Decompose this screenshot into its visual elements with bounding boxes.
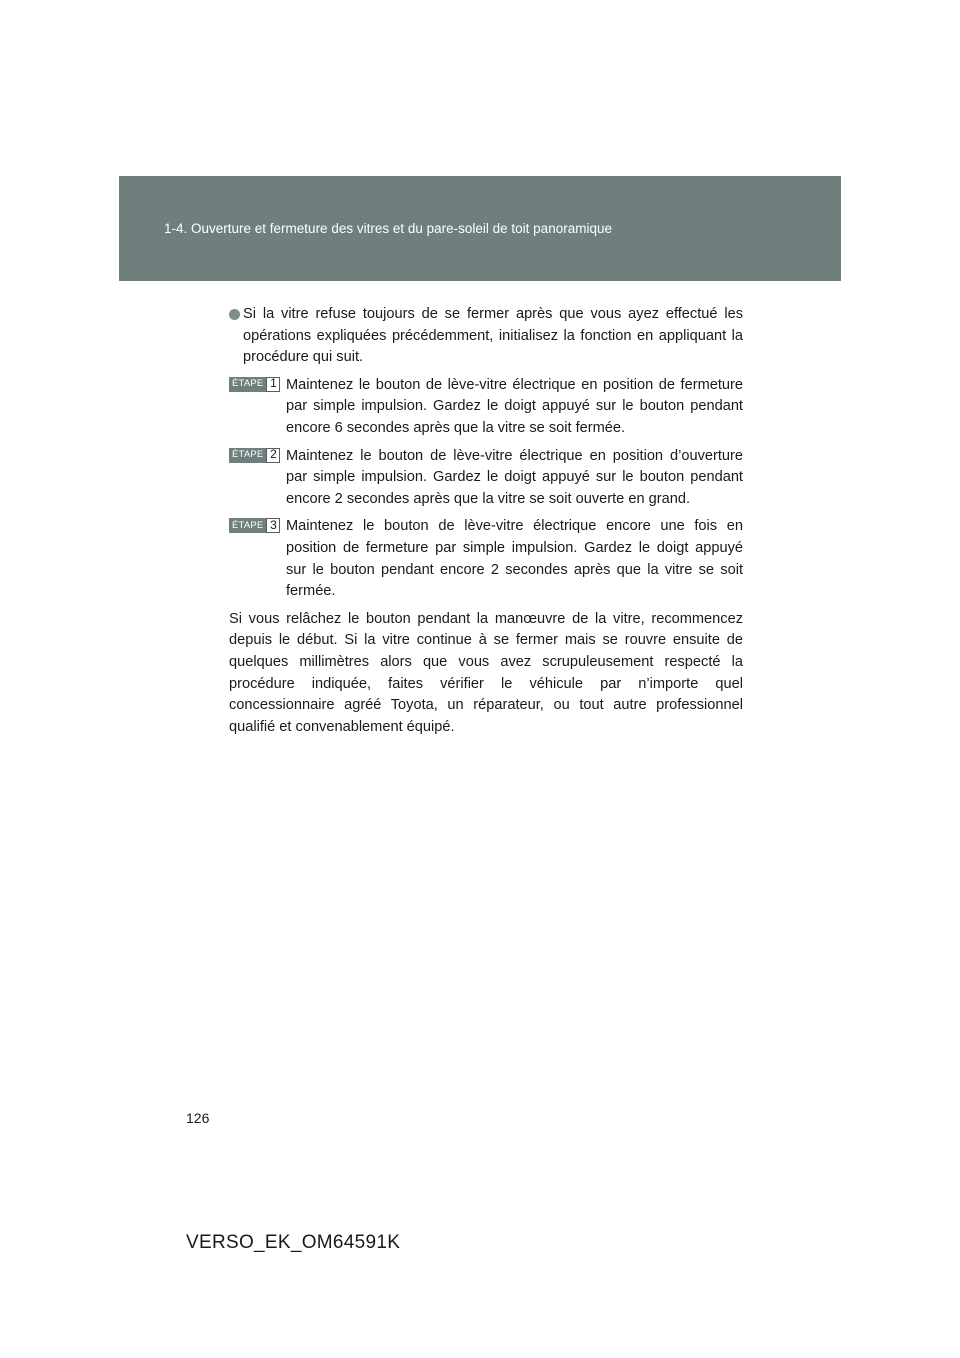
- step-text: Maintenez le bouton de lève-vitre électrique encore une fois en position de fermeture par simple impulsion. Gardez le doigt appuyé sur le bouton pendant encore 2 secondes après que la vitre se soit fermée.: [286, 518, 743, 600]
- step-1: [229, 375, 743, 440]
- step-number: 3: [266, 518, 280, 533]
- bullet-text: Si la vitre refuse toujours de se fermer après que vous ayez effectué les opérations expliquées précédemment, initialisez la fonction en appliquant la procédure qui suit.: [243, 306, 743, 366]
- bullet-item: [229, 304, 743, 369]
- step-badge-icon: [229, 377, 280, 392]
- step-badge-icon: [229, 518, 280, 533]
- step-text: Maintenez le bouton de lève-vitre électrique en position de fermeture par simple impulsion. Gardez le doigt appuyé sur le bouton pendant encore 6 secondes après que la vitre se soit fermée.: [286, 376, 743, 436]
- section-title: 1-4. Ouverture et fermeture des vitres et du pare-soleil de toit panoramique: [164, 221, 612, 236]
- step-3: [229, 516, 743, 602]
- page-number: 126: [186, 1110, 210, 1126]
- step-badge-icon: [229, 448, 280, 463]
- step-2: [229, 446, 743, 511]
- step-text: Maintenez le bouton de lève-vitre électrique en position d’ouverture par simple impulsion. Gardez le doigt appuyé sur le bouton pendant encore 2 secondes après que la vitre se soit ouverte en grand.: [286, 447, 743, 507]
- document-code: VERSO_EK_OM64591K: [186, 1232, 401, 1253]
- page-content: [229, 304, 743, 738]
- section-header-band: [119, 176, 841, 281]
- step-number: 1: [266, 377, 280, 392]
- step-number: 2: [266, 448, 280, 463]
- step-label: ÉTAPE: [229, 448, 266, 463]
- step-label: ÉTAPE: [229, 377, 266, 392]
- step-label: ÉTAPE: [229, 518, 266, 533]
- bullet-dot-icon: [229, 309, 240, 320]
- note-paragraph: Si vous relâchez le bouton pendant la manœuvre de la vitre, recommencez depuis le début. Si la vitre continue à se fermer mais se rouvre ensuite de quelques millimètres alors que vous avez scrupuleusement respecté la procédure indiquée, faites vérifier le véhicule par n’importe quel concessionnaire agréé Toyota, un réparateur, ou tout autre professionnel qualifié et convenablement équipé.: [229, 610, 743, 735]
